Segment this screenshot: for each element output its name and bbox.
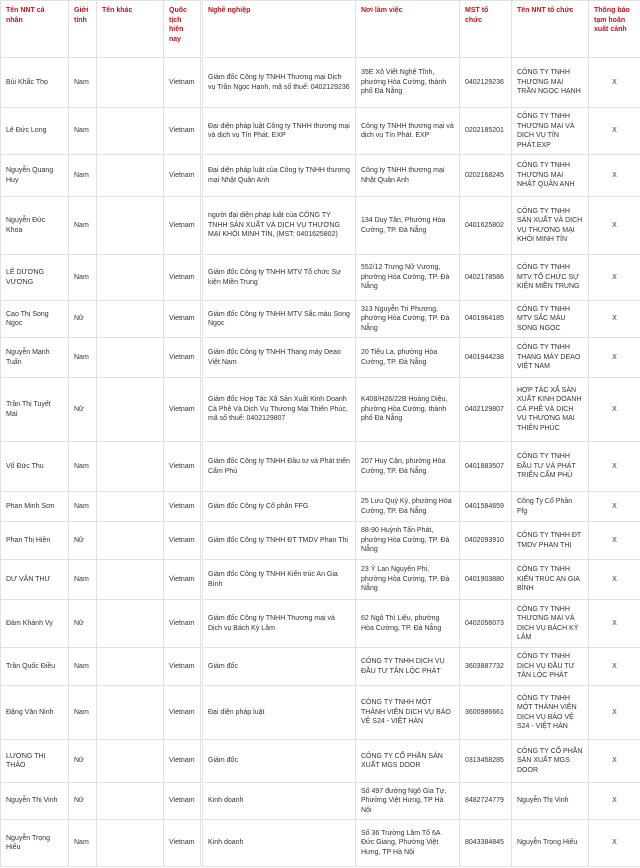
tax-id-cell: 3600986661 bbox=[460, 686, 512, 740]
occupation-cell: Giám đốc Công ty Cổ phần FFG bbox=[203, 492, 356, 522]
table-row bbox=[203, 522, 640, 560]
tax-id-cell: 3603887732 bbox=[460, 648, 512, 686]
other-name-cell bbox=[97, 301, 164, 338]
table-row bbox=[1, 378, 201, 442]
gender-cell: Nữ bbox=[69, 522, 97, 560]
taxpayer-table-left bbox=[0, 0, 201, 867]
table-row bbox=[1, 560, 201, 600]
occupation-cell: Đại diện pháp luật bbox=[203, 686, 356, 740]
exit-suspension-notice-cell: X bbox=[589, 197, 640, 255]
tax-id-cell: 0401964185 bbox=[460, 301, 512, 338]
workplace-cell: CÔNG TY TNHH MỘT THÀNH VIÊN DỊCH VỤ BẢO VỆ S24 - VIỆT HÀN bbox=[356, 686, 460, 740]
tax-id-cell: 0401944238 bbox=[460, 338, 512, 378]
taxpayer-name: Đàm Khánh Vy bbox=[1, 600, 69, 648]
tax-id-cell: 0401883507 bbox=[460, 442, 512, 492]
table-row bbox=[203, 155, 640, 197]
column-header: Tên NNT tổ chức bbox=[512, 1, 589, 58]
table-row bbox=[203, 442, 640, 492]
gender-cell: Nam bbox=[69, 442, 97, 492]
nationality-cell: Vietnam bbox=[164, 155, 201, 197]
other-name-cell bbox=[97, 740, 164, 783]
table-row bbox=[203, 820, 640, 867]
workplace-cell: CÔNG TY CỔ PHẦN SẢN XUẤT MGS DOOR bbox=[356, 740, 460, 783]
workplace-cell: 20 Tiểu La, phường Hòa Cường, TP. Đà Nẵng bbox=[356, 338, 460, 378]
nationality-cell: Vietnam bbox=[164, 783, 201, 820]
nationality-cell: Vietnam bbox=[164, 600, 201, 648]
occupation-cell: Đại diện pháp luật Công ty TNHH thương mại và dịch vụ Tín Phát. EXP bbox=[203, 108, 356, 155]
exit-suspension-notice-cell: X bbox=[589, 338, 640, 378]
exit-suspension-notice-cell: X bbox=[589, 301, 640, 338]
tax-id-cell: 0313458285 bbox=[460, 740, 512, 783]
nationality-cell: Vietnam bbox=[164, 686, 201, 740]
taxpayer-name: Nguyễn Thị Vinh bbox=[1, 783, 69, 820]
workplace-cell: Số 36 Trường Lâm Tổ 6A Đức Giang, Phường Việt Hưng, TP Hà Nội bbox=[356, 820, 460, 867]
workplace-cell: 552/12 Trưng Nữ Vương, phường Hòa Cường, TP. Đà Nẵng bbox=[356, 255, 460, 301]
other-name-cell bbox=[97, 155, 164, 197]
other-name-cell bbox=[97, 378, 164, 442]
taxpayer-name: Bùi Khắc Thọ bbox=[1, 58, 69, 108]
taxpayer-name: Đặng Văn Ninh bbox=[1, 686, 69, 740]
table-row bbox=[203, 338, 640, 378]
other-name-cell bbox=[97, 442, 164, 492]
exit-suspension-notice-cell: X bbox=[589, 648, 640, 686]
table-row bbox=[1, 301, 201, 338]
occupation-cell: Kinh doanh bbox=[203, 820, 356, 867]
tax-id-cell: 0402178586 bbox=[460, 255, 512, 301]
organization-name-cell: Nguyễn Trọng Hiếu bbox=[512, 820, 589, 867]
gender-cell: Nữ bbox=[69, 740, 97, 783]
exit-suspension-notice-cell: X bbox=[589, 740, 640, 783]
organization-name-cell: CÔNG TY TNHH DỊCH VỤ ĐẦU TƯ TÂN LỘC PHÁT bbox=[512, 648, 589, 686]
table-row bbox=[1, 108, 201, 155]
taxpayer-name: Nguyễn Mạnh Tuấn bbox=[1, 338, 69, 378]
gender-cell: Nam bbox=[69, 686, 97, 740]
gender-cell: Nam bbox=[69, 560, 97, 600]
organization-name-cell: CÔNG TY TNHH MTV SẮC MÀU SONG NGỌC bbox=[512, 301, 589, 338]
organization-name-cell: CÔNG TY TNHH ĐẦU TƯ VÀ PHÁT TRIỂN CẨM PHÚ bbox=[512, 442, 589, 492]
organization-name-cell: CÔNG TY TNHH SẢN XUẤT VÀ DỊCH VỤ THƯƠNG MẠI KHÔI MINH TÍN bbox=[512, 197, 589, 255]
exit-suspension-notice-cell: X bbox=[589, 442, 640, 492]
column-header: MST tổ chức bbox=[460, 1, 512, 58]
other-name-cell bbox=[97, 820, 164, 867]
workplace-cell: 88-90 Huỳnh Tấn Phát, phường Hòa Cường, TP. Đà Nẵng bbox=[356, 522, 460, 560]
organization-name-cell: CÔNG TY TNHH ĐT TMDV PHAN THỊ bbox=[512, 522, 589, 560]
occupation-cell: Giám đốc Công ty TNHH Đầu tư và Phát triển Cẩm Phú bbox=[203, 442, 356, 492]
table-row bbox=[1, 600, 201, 648]
occupation-cell: người đại diện pháp luật của CÔNG TY TNHH SẢN XUẤT VÀ DỊCH VỤ THƯƠNG MẠI KHÔI MINH TÍN, (MST: 0401625802) bbox=[203, 197, 356, 255]
table-row bbox=[203, 560, 640, 600]
nationality-cell: Vietnam bbox=[164, 338, 201, 378]
other-name-cell bbox=[97, 197, 164, 255]
gender-cell: Nam bbox=[69, 492, 97, 522]
workplace-cell: K408/H26/22B Hoàng Diệu, phường Hòa Cường, thành phố Đà Nẵng bbox=[356, 378, 460, 442]
gender-cell: Nữ bbox=[69, 301, 97, 338]
table-row bbox=[203, 301, 640, 338]
nationality-cell: Vietnam bbox=[164, 301, 201, 338]
exit-suspension-notice-cell: X bbox=[589, 492, 640, 522]
workplace-cell: Công ty TNHH thương mại và dịch vụ Tín Phát. EXP bbox=[356, 108, 460, 155]
organization-name-cell: CÔNG TY TNHH KIẾN TRÚC AN GIA BÌNH bbox=[512, 560, 589, 600]
organization-name-cell: HỢP TÁC XÃ SẢN XUẤT KINH DOANH CÀ PHÊ VÀ DỊCH VỤ THƯƠNG MẠI THIÊN PHÚC bbox=[512, 378, 589, 442]
exit-suspension-notice-cell: X bbox=[589, 560, 640, 600]
taxpayer-name: Cao Thị Song Ngọc bbox=[1, 301, 69, 338]
table-row bbox=[1, 740, 201, 783]
organization-name-cell: CÔNG TY TNHH MTV TỔ CHỨC SỰ KIỆN MIỀN TRUNG bbox=[512, 255, 589, 301]
gender-cell: Nữ bbox=[69, 378, 97, 442]
tax-id-cell: 0402056073 bbox=[460, 600, 512, 648]
table-row bbox=[1, 58, 201, 108]
column-header: Thông báo tạm hoãn xuất cảnh bbox=[589, 1, 640, 58]
organization-name-cell: Công Ty Cổ Phần Ffg bbox=[512, 492, 589, 522]
exit-suspension-notice-cell: X bbox=[589, 783, 640, 820]
tax-id-cell: 0401584659 bbox=[460, 492, 512, 522]
table-row bbox=[203, 492, 640, 522]
nationality-cell: Vietnam bbox=[164, 740, 201, 783]
table-row bbox=[1, 783, 201, 820]
exit-suspension-notice-cell: X bbox=[589, 522, 640, 560]
workplace-cell: 35E Xô Viết Nghệ Tĩnh, phường Hòa Cường, thành phố Đà Nẵng bbox=[356, 58, 460, 108]
nationality-cell: Vietnam bbox=[164, 648, 201, 686]
occupation-cell: Đại diện pháp luật của Công ty TNHH thương mại Nhật Quân Anh bbox=[203, 155, 356, 197]
other-name-cell bbox=[97, 255, 164, 301]
occupation-cell: Giám đốc Công ty TNHH Thương mại và Dịch vụ Bách Kỳ Lâm bbox=[203, 600, 356, 648]
gender-cell: Nam bbox=[69, 108, 97, 155]
other-name-cell bbox=[97, 522, 164, 560]
workplace-cell: 134 Duy Tân, Phường Hòa Cường, TP. Đà Nẵng bbox=[356, 197, 460, 255]
tax-id-cell: 0401903880 bbox=[460, 560, 512, 600]
taxpayer-name: Trần Thị Tuyết Mai bbox=[1, 378, 69, 442]
occupation-cell: Kinh doanh bbox=[203, 783, 356, 820]
occupation-cell: Giám đốc Công ty TNHH MTV Sắc màu Song Ngọc bbox=[203, 301, 356, 338]
nationality-cell: Vietnam bbox=[164, 197, 201, 255]
table-row bbox=[1, 648, 201, 686]
taxpayer-name: DƯ VĂN THƯ bbox=[1, 560, 69, 600]
occupation-cell: Giám đốc Công ty TNHH Thương mại Dịch vụ Trần Ngọc Hạnh, mã số thuế: 0402129236 bbox=[203, 58, 356, 108]
table-row bbox=[1, 442, 201, 492]
other-name-cell bbox=[97, 58, 164, 108]
table-row bbox=[1, 338, 201, 378]
nationality-cell: Vietnam bbox=[164, 378, 201, 442]
workplace-cell: 207 Huy Cận, phường Hòa Cường, TP. Đà Nẵng bbox=[356, 442, 460, 492]
organization-name-cell: Nguyễn Thị Vinh bbox=[512, 783, 589, 820]
other-name-cell bbox=[97, 492, 164, 522]
table-row bbox=[203, 197, 640, 255]
table-row bbox=[203, 600, 640, 648]
other-name-cell bbox=[97, 783, 164, 820]
column-header: Giới tính bbox=[69, 1, 97, 58]
other-name-cell bbox=[97, 686, 164, 740]
taxpayer-name: Phan Minh Sơn bbox=[1, 492, 69, 522]
gender-cell: Nam bbox=[69, 58, 97, 108]
gender-cell: Nữ bbox=[69, 783, 97, 820]
table-row bbox=[203, 648, 640, 686]
exit-suspension-notice-cell: X bbox=[589, 686, 640, 740]
organization-name-cell: CÔNG TY TNHH THANG MÁY DEAO VIỆT NAM bbox=[512, 338, 589, 378]
occupation-cell: Giám đốc bbox=[203, 740, 356, 783]
table-row bbox=[1, 522, 201, 560]
occupation-cell: Giám đốc Công ty TNHH Thang máy Deao Việt Nam bbox=[203, 338, 356, 378]
organization-name-cell: CÔNG TY TNHH THƯƠNG MẠI TRẦN NGỌC HẠNH bbox=[512, 58, 589, 108]
exit-suspension-notice-cell: X bbox=[589, 378, 640, 442]
table-row bbox=[203, 740, 640, 783]
nationality-cell: Vietnam bbox=[164, 255, 201, 301]
taxpayer-name: Trần Quốc Điều bbox=[1, 648, 69, 686]
gender-cell: Nam bbox=[69, 197, 97, 255]
occupation-cell: Giám đốc Công ty TNHH Kiến trúc An Gia Bình bbox=[203, 560, 356, 600]
exit-suspension-notice-cell: X bbox=[589, 155, 640, 197]
occupation-cell: Giám đốc Hợp Tác Xã Sản Xuất Kinh Doanh Cà Phê Và Dịch Vụ Thương Mại Thiên Phúc, mã số thuế: 0402129807 bbox=[203, 378, 356, 442]
occupation-cell: Giám đốc Công ty TNHH MTV Tổ chức Sự kiện Miền Trung bbox=[203, 255, 356, 301]
other-name-cell bbox=[97, 648, 164, 686]
table-row bbox=[1, 492, 201, 522]
table-row bbox=[1, 155, 201, 197]
workplace-cell: CÔNG TY TNHH DỊCH VỤ ĐẦU TƯ TÂN LỘC PHÁT bbox=[356, 648, 460, 686]
workplace-cell: 25 Lưu Quý Kỳ, phường Hòa Cường, TP. Đà Nẵng bbox=[356, 492, 460, 522]
nationality-cell: Vietnam bbox=[164, 58, 201, 108]
occupation-cell: Giám đốc bbox=[203, 648, 356, 686]
workplace-cell: 62 Ngô Thì Liệu, phường Hòa Cường, TP. Đà Nẵng bbox=[356, 600, 460, 648]
nationality-cell: Vietnam bbox=[164, 820, 201, 867]
workplace-cell: Số 497 đường Ngô Gia Tự, Phường Việt Hưng, TP Hà Nội bbox=[356, 783, 460, 820]
taxpayer-name: Nguyễn Trọng Hiếu bbox=[1, 820, 69, 867]
tax-id-cell: 0402093910 bbox=[460, 522, 512, 560]
gender-cell: Nam bbox=[69, 338, 97, 378]
taxpayer-name: LÊ DƯƠNG VƯƠNG bbox=[1, 255, 69, 301]
organization-name-cell: CÔNG TY TNHH MỘT THÀNH VIÊN DỊCH VỤ BẢO VỆ S24 - VIỆT HÀN bbox=[512, 686, 589, 740]
tax-id-cell: 0402129236 bbox=[460, 58, 512, 108]
table-row bbox=[1, 686, 201, 740]
taxpayer-name: Võ Đức Thu bbox=[1, 442, 69, 492]
gender-cell: Nam bbox=[69, 648, 97, 686]
nationality-cell: Vietnam bbox=[164, 492, 201, 522]
nationality-cell: Vietnam bbox=[164, 108, 201, 155]
tax-id-cell: 8482724779 bbox=[460, 783, 512, 820]
gender-cell: Nam bbox=[69, 255, 97, 301]
table-row bbox=[203, 58, 640, 108]
column-header: Nghề nghiệp bbox=[203, 1, 356, 58]
organization-name-cell: CÔNG TY CỔ PHẦN SẢN XUẤT MGS DOOR bbox=[512, 740, 589, 783]
tax-id-cell: 0202168245 bbox=[460, 155, 512, 197]
table-row bbox=[203, 686, 640, 740]
workplace-cell: 313 Nguyễn Tri Phương, phường Hòa Cường, TP. Đà Nẵng bbox=[356, 301, 460, 338]
organization-name-cell: CÔNG TY TNHH THƯƠNG MẠI NHẬT QUÂN ANH bbox=[512, 155, 589, 197]
other-name-cell bbox=[97, 338, 164, 378]
gender-cell: Nữ bbox=[69, 600, 97, 648]
tax-id-cell: 0202185201 bbox=[460, 108, 512, 155]
other-name-cell bbox=[97, 600, 164, 648]
workplace-cell: 23 Ỷ Lan Nguyên Phi, phường Hòa Cường, TP. Đà Nẵng bbox=[356, 560, 460, 600]
nationality-cell: Vietnam bbox=[164, 560, 201, 600]
other-name-cell bbox=[97, 108, 164, 155]
taxpayer-name: LƯƠNG THỊ THẢO bbox=[1, 740, 69, 783]
exit-suspension-notice-cell: X bbox=[589, 255, 640, 301]
other-name-cell bbox=[97, 560, 164, 600]
organization-name-cell: CÔNG TY TNHH THƯƠNG MẠI VÀ DỊCH VỤ TÍN PHÁT.EXP bbox=[512, 108, 589, 155]
column-header: Nơi làm việc bbox=[356, 1, 460, 58]
tax-id-cell: 0401625802 bbox=[460, 197, 512, 255]
gender-cell: Nam bbox=[69, 155, 97, 197]
table-row bbox=[203, 255, 640, 301]
nationality-cell: Vietnam bbox=[164, 442, 201, 492]
workplace-cell: Công ty TNHH thương mại Nhật Quân Anh bbox=[356, 155, 460, 197]
table-row bbox=[1, 820, 201, 867]
tax-id-cell: 8043384845 bbox=[460, 820, 512, 867]
table-row bbox=[203, 783, 640, 820]
organization-name-cell: CÔNG TY TNHH THƯƠNG MẠI VÀ DỊCH VỤ BÁCH KỲ LÂM bbox=[512, 600, 589, 648]
exit-suspension-notice-cell: X bbox=[589, 108, 640, 155]
occupation-cell: Giám đốc Công ty TNHH ĐT TMDV Phan Thị bbox=[203, 522, 356, 560]
exit-suspension-notice-cell: X bbox=[589, 820, 640, 867]
table-row bbox=[203, 108, 640, 155]
column-header: Tên khác bbox=[97, 1, 164, 58]
table-row bbox=[1, 255, 201, 301]
taxpayer-name: Nguyễn Đức Khoa bbox=[1, 197, 69, 255]
taxpayer-name: Phan Thị Hiền bbox=[1, 522, 69, 560]
table-row bbox=[203, 378, 640, 442]
nationality-cell: Vietnam bbox=[164, 522, 201, 560]
exit-suspension-notice-cell: X bbox=[589, 58, 640, 108]
taxpayer-table-right bbox=[202, 0, 640, 867]
gender-cell: Nam bbox=[69, 820, 97, 867]
column-header: Tên NNT cá nhân bbox=[1, 1, 69, 58]
taxpayer-name: Nguyễn Quang Huy bbox=[1, 155, 69, 197]
column-header: Quốc tịch hiện nay bbox=[164, 1, 201, 58]
tax-id-cell: 0402129807 bbox=[460, 378, 512, 442]
table-row bbox=[1, 197, 201, 255]
exit-suspension-notice-cell: X bbox=[589, 600, 640, 648]
taxpayer-name: Lê Đức Long bbox=[1, 108, 69, 155]
